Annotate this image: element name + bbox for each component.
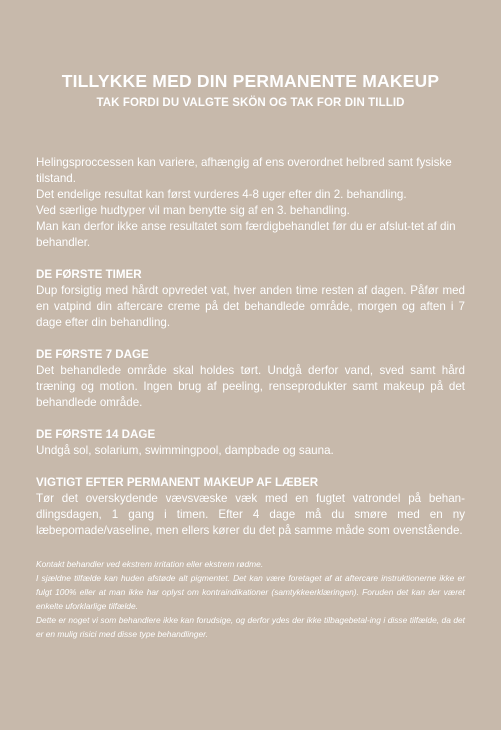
section-heading: DE FØRSTE 7 DAGE <box>36 348 149 361</box>
intro-text <box>36 155 465 251</box>
note-paragraph: I sjældne tilfælde kan huden afstøde alt pigmentet. Det kan være foretaget af at aftercare instruktionerne ikke er fulgt 100% eller at man ikke har oplyst om kontraindikationer (samtykkeerklæringen). Foruden det kan der været enkelte uforklarlige tilfælde. <box>36 573 465 611</box>
intro-paragraph: Man kan derfor ikke anse resultatet som færdigbehandlet før du er afslut-tet af din behandler. <box>36 220 456 249</box>
page-subtitle: TAK FORDI DU VALGTE SKÖN OG TAK FOR DIN TILLID <box>96 97 405 109</box>
intro-paragraph: Ved særlige hudtyper vil man benytte sig af en 3. behandling. <box>36 204 350 217</box>
section-lips <box>36 475 465 539</box>
section-body: Det behandlede område skal holdes tørt. Undgå derfor vand, sved samt hård træning og motion. Ingen brug af peeling, renseprodukter samt makeup på det behandlede område. <box>36 364 465 409</box>
note-paragraph: Dette er noget vi som behandlere ikke kan forudsige, og derfor ydes der ikke tilbagebetal-ing i disse tilfælde, da det er en mulig risici med disse type behandlinger. <box>36 615 465 639</box>
section-first-7-days <box>36 347 465 411</box>
disclaimer-notes <box>36 557 465 641</box>
section-first-hours <box>36 267 465 331</box>
section-heading: VIGTIGT EFTER PERMANENT MAKEUP AF LÆBER <box>36 476 319 489</box>
page-title: TILLYKKE MED DIN PERMANENTE MAKEUP <box>61 71 440 91</box>
section-body: Tør det overskydende vævsvæske væk med en fugtet vatrondel på behan-dlingsdagen, 1 gang i timen. Efter 4 dage må du smøre med en ny læbepomade/vaseline, men ellers kører du det på samme måde som ovenstående. <box>36 492 465 537</box>
section-body: Dup forsigtig med hårdt opvredet vat, hver anden time resten af dagen. Påfør med en vatpind din aftercare creme på det behandlede område, morgen og aften i 7 dage efter din behandling. <box>36 284 465 329</box>
intro-paragraph: Det endelige resultat kan først vurderes 4-8 uger efter din 2. behandling. <box>36 188 407 201</box>
section-body: Undgå sol, solarium, swimmingpool, dampbade og sauna. <box>36 444 334 457</box>
section-heading: DE FØRSTE 14 DAGE <box>36 428 156 441</box>
intro-paragraph: Helingsproccessen kan variere, afhængig af ens overordnet helbred samt fysiske tilstand. <box>36 156 452 185</box>
section-first-14-days <box>36 427 465 459</box>
note-paragraph: Kontakt behandler ved ekstrem irritation eller ekstrem rødme. <box>36 559 264 569</box>
section-heading: DE FØRSTE TIMER <box>36 268 142 281</box>
